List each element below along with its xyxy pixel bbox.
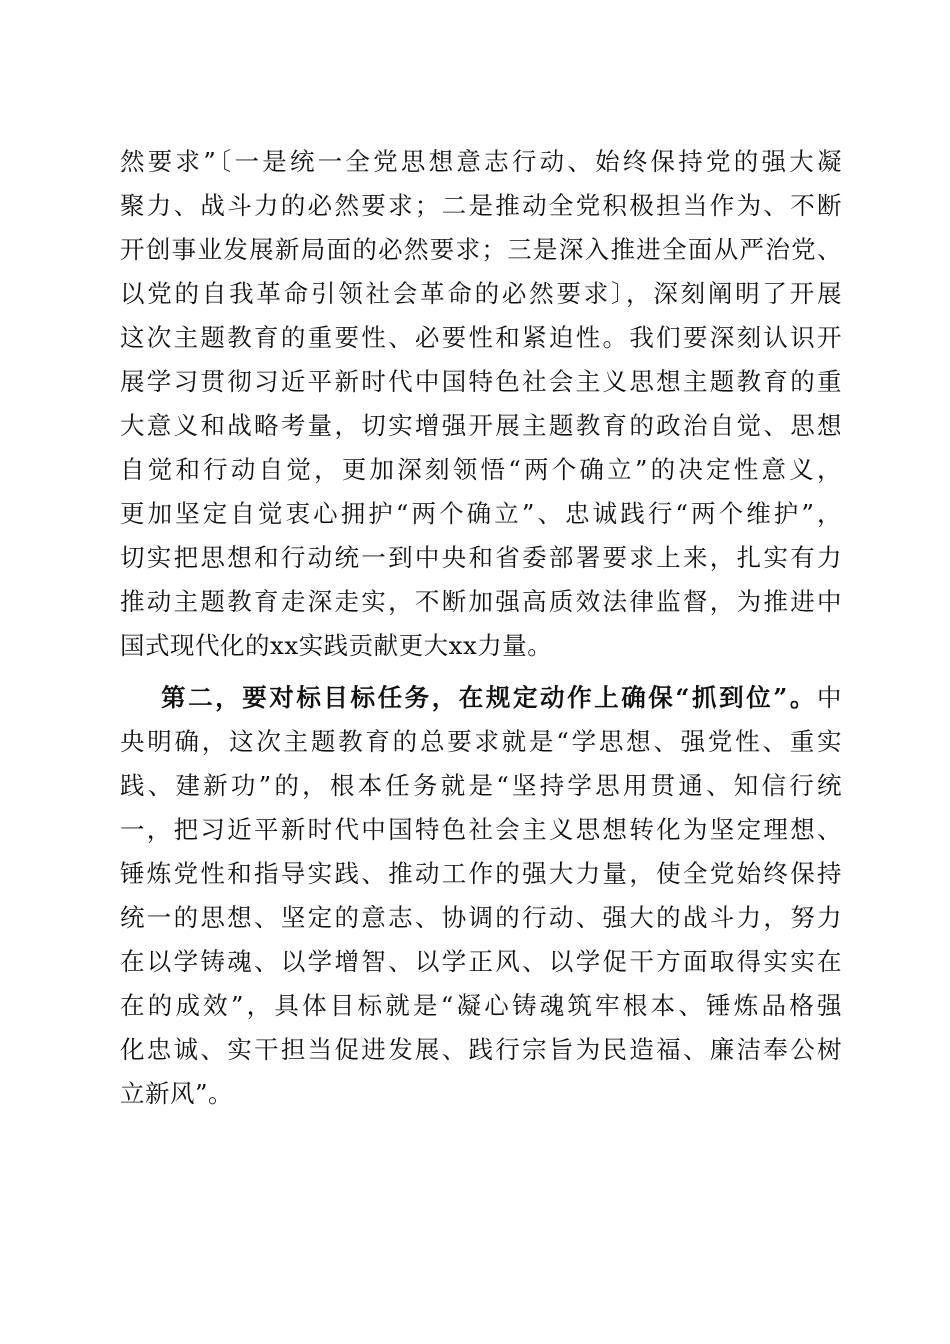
paragraph-1-line: 开创事业发展新局面的必然要求；三是深入推进全面从严治党、 — [120, 235, 842, 264]
paragraph-2-line: 践、建新功”的，根本任务就是“坚持学思用贯通、知信行统 — [120, 771, 842, 800]
paragraph-2-line: 在以学铸魂、以学增智、以学正风、以学促干方面取得实实在 — [120, 947, 842, 976]
paragraph-1-line: 展学习贯彻习近平新时代中国特色社会主义思想主题教育的重 — [120, 367, 842, 396]
paragraph-1-line: 推动主题教育走深走实，不断加强高质效法律监督，为推进中 — [120, 587, 842, 616]
paragraph-2-first-line — [120, 676, 842, 720]
paragraph-1-line: 切实把思想和行动统一到中央和省委部署要求上来，扎实有力 — [120, 543, 842, 572]
paragraph-1-line: 自觉和行动自觉，更加深刻领悟“两个确立”的决定性意义， — [120, 455, 842, 484]
paragraph-1-line: 大意义和战略考量，切实增强开展主题教育的政治自觉、思想 — [120, 411, 842, 440]
paragraph-2-line: 在的成效”，具体目标就是“凝心铸魂筑牢根本、锤炼品格强 — [120, 991, 842, 1020]
paragraph-1-line: 聚力、战斗力的必然要求；二是推动全党积极担当作为、不断 — [120, 191, 842, 220]
paragraph-2-lead: 第二，要对标目标任务，在规定动作上确保“抓到位”。 — [161, 683, 817, 712]
paragraph-1-line: 以党的自我革命引领社会革命的必然要求〕，深刻阐明了开展 — [120, 279, 842, 308]
paragraph-2-line: 锤炼党性和指导实践、推动工作的强大力量，使全党始终保持 — [120, 859, 842, 888]
paragraph-2-line: 央明确，这次主题教育的总要求就是“学思想、强党性、重实 — [120, 727, 842, 756]
paragraph-2-line: 一，把习近平新时代中国特色社会主义思想转化为坚定理想、 — [120, 815, 842, 844]
paragraph-2-line: 统一的思想、坚定的意志、协调的行动、强大的战斗力，努力 — [120, 903, 842, 932]
paragraph-1-line: 国式现代化的xx实践贡献更大xx力量。 — [120, 631, 553, 660]
paragraph-2-line: 化忠诚、实干担当促进发展、践行宗旨为民造福、廉洁奉公树 — [120, 1035, 842, 1064]
paragraph-2-first-rest: 中 — [817, 683, 842, 712]
paragraph-1-line: 更加坚定自觉衷心拥护“两个确立”、忠诚践行“两个维护”， — [120, 499, 842, 528]
paragraph-2 — [120, 676, 842, 1116]
paragraph-1 — [120, 140, 842, 668]
paragraph-1-line: 然要求”〔一是统一全党思想意志行动、始终保持党的强大凝 — [120, 147, 842, 176]
paragraph-2-line: 立新风”。 — [120, 1079, 234, 1108]
paragraph-1-line: 这次主题教育的重要性、必要性和紧迫性。我们要深刻认识开 — [120, 323, 842, 352]
